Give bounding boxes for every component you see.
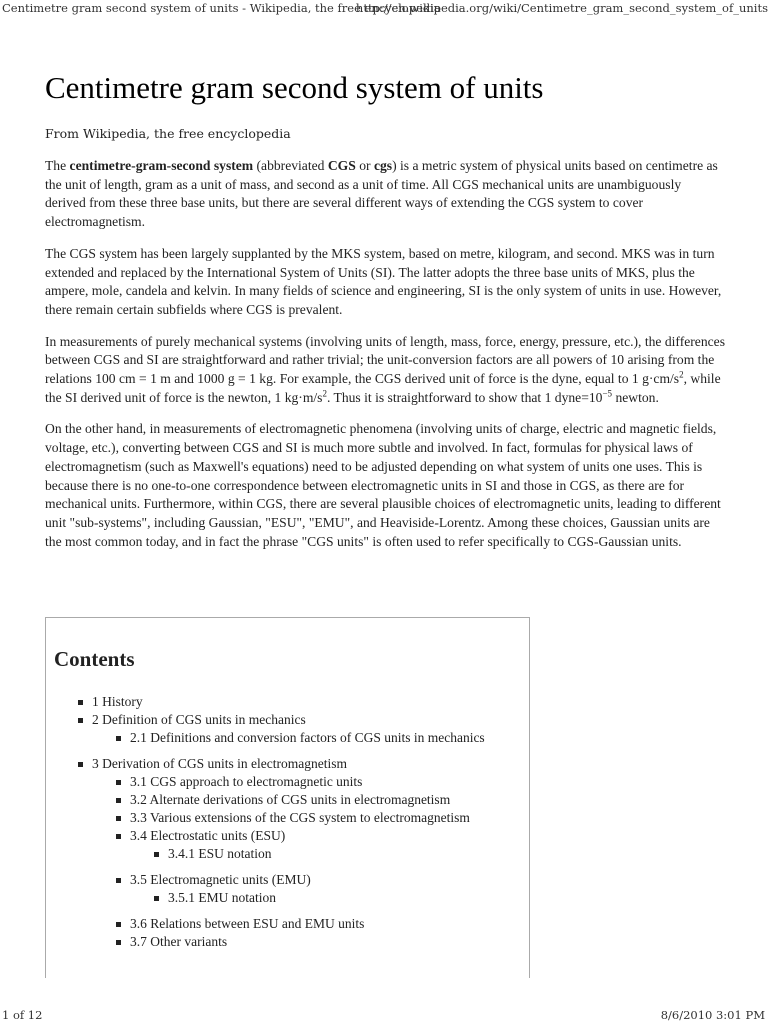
toc-item-relations[interactable]: 3.6 Relations between ESU and EMU units — [116, 915, 528, 933]
table-of-contents — [45, 617, 530, 978]
paragraph-electromagnetic: On the other hand, in measurements of electromagnetic phenomena (involving units of charge, electric and magnetic fields, voltage, etc.), converting between CGS and SI is much more subtle and involved. In fact, formulas for physical laws of electromagnetism (such as Maxwell's equations) need to be adjusted depending on what system of units one uses. This is because there is no one-to-one correspondence between electromagnetic units in SI and those in CGS, as there are for mechanical units. Furthermore, within CGS, there are several plausible choices of electromagnetic units, leading to different unit "sub-systems", including Gaussian, "ESU", "EMU", and Heaviside-Lorentz. Among these choices, Gaussian units are the most common today, and in fact the phrase "CGS units" is often used to refer specifically to CGS-Gaussian units. — [45, 421, 721, 549]
toc-item-emu-notation[interactable]: 3.5.1 EMU notation — [154, 889, 528, 907]
term-cgs: CGS — [327, 158, 356, 173]
toc-item-esu-notation[interactable]: 3.4.1 ESU notation — [154, 845, 528, 863]
page-number: 1 of 12 — [2, 1008, 43, 1022]
paragraph-mechanical: In measurements of purely mechanical systems (involving units of length, mass, force, energy, pressure, etc.), the differences between CGS and SI are straightforward and rather trivial; the unit-conversion factors are all powers of 10 arising from the relations 100 cm = 1 m and 1000 g = 1 kg. For example, the CGS derived unit of force is the dyne, equal to 1 $g\cdot cm/s^2$, while the SI derived unit of force is the newton, 1 $kg\cdot m/s^2$. Thus it is straightforward to show that 1 $dyne=10^{-5}$ newton. — [45, 333, 725, 405]
toc-item-cgs-approach[interactable]: 3.1 CGS approach to electromagnetic units — [116, 773, 528, 791]
toc-item-derivation[interactable]: 3 Derivation of CGS units in electromagnetism 3.1 CGS approach to electromagnetic units 3.2 Alternate derivations of CGS units in electromagnetism 3.3 Various extensions of the CGS system to electromagnetism 3.4 Electrostatic units (ESU) 3.4.1 ESU notation 3.5 Electromagnetic units (EMU) 3.5.1 EMU notation 3.6 Relations between ESU and EMU units 3.7 Other variants — [78, 755, 528, 951]
print-footer — [0, 1007, 768, 1024]
bullet-icon — [116, 878, 121, 883]
toc-item-history[interactable]: 1 History — [78, 693, 528, 711]
bullet-icon — [116, 834, 121, 839]
bullet-icon — [116, 780, 121, 785]
print-header — [0, 0, 768, 18]
paragraph-intro: The centimetre-gram-second system (abbreviated CGS or cgs) is a metric system of physical units based on centimetre as the unit of length, gram as a unit of mass, and second as a unit of time. All CGS mechanical units are unambiguously derived from these three base units, but there are several different ways of extending the CGS system to cover electromagnetism. — [45, 158, 718, 230]
article-content — [45, 60, 725, 564]
toc-item-various-extensions[interactable]: 3.3 Various extensions of the CGS system to electromagnetism — [116, 809, 528, 827]
term-cgs-system: centimetre-gram-second system — [69, 158, 254, 173]
page-title: Centimetre gram second system of units — [45, 70, 544, 105]
bullet-icon — [116, 736, 121, 741]
print-header-url[interactable]: http://en.wikipedia.org/wiki/Centimetre_gram_second_system_of_units — [355, 1, 768, 15]
bullet-icon — [116, 922, 121, 927]
bullet-icon — [78, 762, 83, 767]
bullet-icon — [154, 852, 159, 857]
toc-item-alternate-derivations[interactable]: 3.2 Alternate derivations of CGS units in electromagnetism — [116, 791, 528, 809]
toc-item-esu[interactable]: 3.4 Electrostatic units (ESU) 3.4.1 ESU notation — [116, 827, 528, 863]
bullet-icon — [116, 940, 121, 945]
toc-item-definition[interactable]: 2 Definition of CGS units in mechanics 2.1 Definitions and conversion factors of CGS units in mechanics — [78, 711, 528, 747]
bullet-icon — [78, 700, 83, 705]
toc-item-emu[interactable]: 3.5 Electromagnetic units (EMU) 3.5.1 EMU notation — [116, 871, 528, 907]
toc-item-other-variants[interactable]: 3.7 Other variants — [116, 933, 528, 951]
term-cgs-lower: cgs — [373, 158, 393, 173]
bullet-icon — [116, 816, 121, 821]
bullet-icon — [154, 896, 159, 901]
toc-title: Contents — [54, 647, 135, 671]
bullet-icon — [78, 718, 83, 723]
paragraph-mks: The CGS system has been largely supplanted by the MKS system, based on metre, kilogram, and second. MKS was in turn extended and replaced by the International System of Units (SI). The latter adopts the three base units of MKS, plus the ampere, mole, candela and kelvin. In many fields of science and engineering, SI is the only system of units in use. However, there remain certain subfields where CGS is prevalent. — [45, 245, 722, 317]
site-subtitle: From Wikipedia, the free encyclopedia — [45, 126, 291, 141]
bullet-icon — [116, 798, 121, 803]
print-header-title: Centimetre gram second system of units - Wikipedia, the free encyclopedia — [2, 1, 441, 15]
toc-item-definitions-conversion[interactable]: 2.1 Definitions and conversion factors of CGS units in mechanics — [116, 729, 528, 747]
print-datetime: 8/6/2010 3:01 PM — [660, 1008, 765, 1022]
